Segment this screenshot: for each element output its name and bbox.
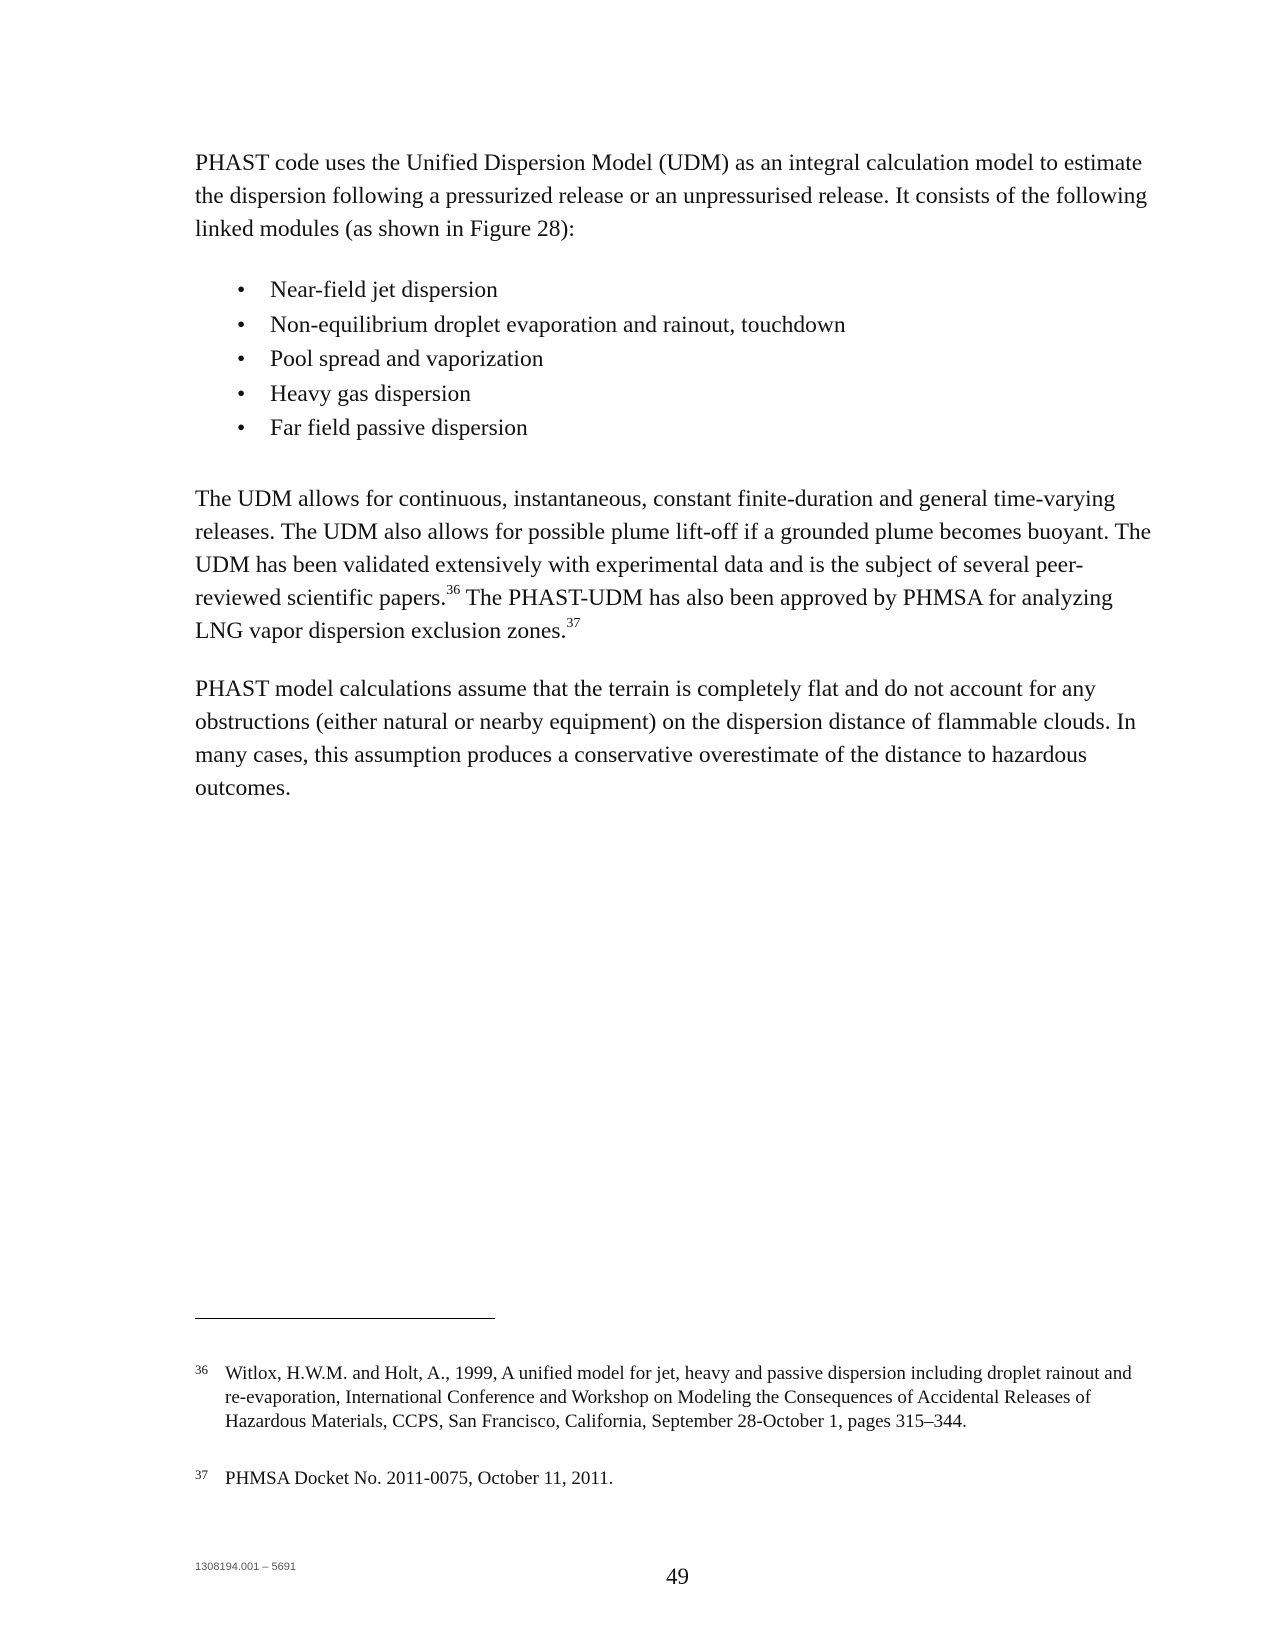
bullet-icon: •	[237, 311, 246, 338]
bullet-icon: •	[237, 415, 246, 441]
list-item	[195, 411, 1095, 446]
footnote-37	[195, 1467, 1155, 1491]
bullet-icon: •	[237, 380, 246, 407]
list-item	[195, 342, 1095, 377]
list-item	[195, 308, 1095, 343]
document-id: 1308194.001 – 5691	[195, 1561, 296, 1573]
footnote-ref-37[interactable]: 37	[566, 616, 581, 632]
list-item-text: Heavy gas dispersion	[270, 380, 472, 407]
list-item	[195, 273, 1095, 308]
footnote-36	[195, 1362, 1155, 1434]
footnote-divider	[195, 1318, 495, 1319]
bullet-icon: •	[237, 277, 246, 303]
list-item-text: Far field passive dispersion	[270, 415, 528, 441]
list-item-text: Non-equilibrium droplet evaporation and rainout, touchdown	[270, 311, 846, 338]
footnote-text: PHMSA Docket No. 2011-0075, October 11, 2011.	[225, 1468, 614, 1489]
list-item-text: Pool spread and vaporization	[270, 346, 544, 372]
module-bullet-list	[195, 273, 1095, 446]
paragraph-text: The UDM allows for continuous, instantaneous, constant finite-duration and general time-varying releases. The UDM also allows for possible plume lift-off if a grounded plume becomes buoyant. The UDM has been validated extensively with experimental data and is the subject of several peer-reviewed scientific papers.	[195, 486, 1152, 611]
paragraph-udm-intro: PHAST code uses the Unified Dispersion Model (UDM) as an integral calculation model to estimate the dispersion following a pressurized release or an unpressurised release. It consists of the following linked modules (as shown in Figure 28):	[195, 150, 1148, 242]
footnote-text: Witlox, H.W.M. and Holt, A., 1999, A unified model for jet, heavy and passive dispersion including droplet rainout and re-evaporation, International Conference and Workshop on Modeling the Consequences of Accidental Releases of Hazardous Materials, CCPS, San Francisco, California, September 28-October 1, pages 315–344.	[225, 1363, 1132, 1432]
paragraph-text: The PHAST-UDM has also been approved by PHMSA for analyzing LNG vapor dispersion exclusion zones.	[195, 585, 1113, 644]
paragraph-udm-releases	[195, 483, 1155, 648]
footnote-number: 36	[195, 1362, 208, 1377]
bullet-icon: •	[237, 346, 246, 372]
list-item-text: Near-field jet dispersion	[270, 277, 498, 303]
footnote-ref-36[interactable]: 36	[446, 583, 461, 599]
paragraph-terrain-assumption: PHAST model calculations assume that the terrain is completely flat and do not account for any obstructions (either natural or nearby equipment) on the dispersion distance of flammable clouds. In many cases, this assumption produces a conservative overestimate of the distance to hazardous outcomes.	[195, 676, 1137, 801]
footnote-number: 37	[195, 1467, 208, 1482]
page-number: 49	[666, 1564, 689, 1589]
list-item	[195, 377, 1095, 412]
